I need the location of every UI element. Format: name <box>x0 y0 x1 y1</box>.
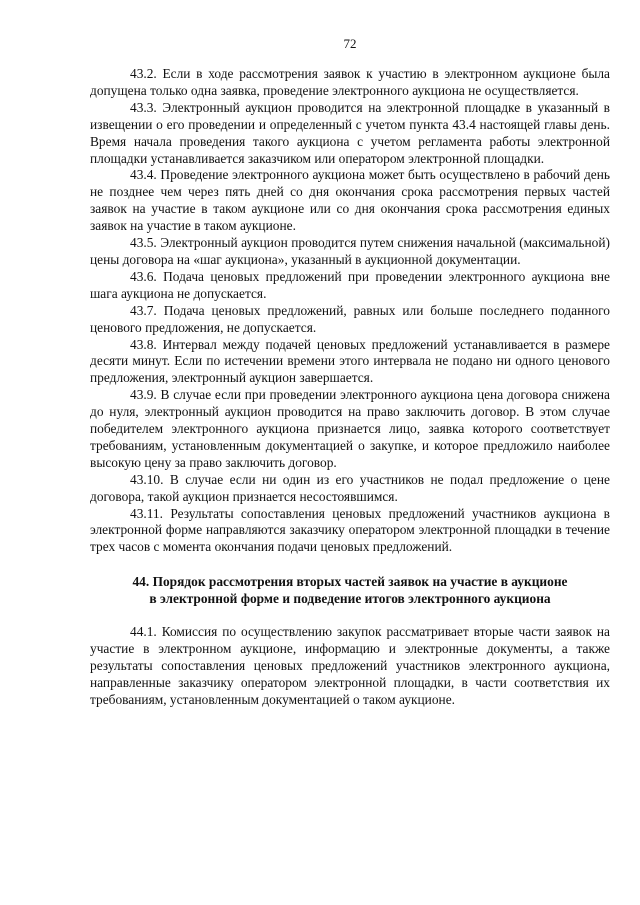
page-number: 72 <box>343 36 357 51</box>
paragraph-43-3: 43.3. Электронный аукцион проводится на электронной площадке в указанный в извещении о его проведении и определенный с учетом пункта 43.4 настоящей главы день. Время начала проведения такого аукциона с учетом регламента работы электронной площадки устанавливается заказчиком или оператором электронной площадки. <box>90 99 610 166</box>
section-44-heading-line2: в электронной форме и подведение итогов электронного аукциона <box>149 591 551 607</box>
section-spacer <box>90 556 610 573</box>
paragraph-43-10: 43.10. В случае если ни один из его участников не подал предложение о цене договора, такой аукцион признается несостоявшимся. <box>90 471 610 504</box>
paragraph-43-2: 43.2. Если в ходе рассмотрения заявок к участию в электронном аукционе была допущена только одна заявка, проведение электронного аукциона не осуществляется. <box>90 66 610 98</box>
heading-spacer <box>90 607 610 624</box>
document-page <box>90 36 610 709</box>
paragraph-43-8: 43.8. Интервал между подачей ценовых предложений устанавливается в размере десяти минут. Если по истечении времени этого интервала не подано ни одного ценового предложения, электронный аукцион завершается. <box>90 336 610 386</box>
paragraph-43-11: 43.11. Результаты сопоставления ценовых предложений участников аукциона в электронной форме направляются заказчику оператором электронной площадки в течение трех часов с момента окончания подачи ценовых предложений. <box>90 505 610 555</box>
paragraph-43-7: 43.7. Подача ценовых предложений, равных или больше последнего поданного ценового предложения, не допускается. <box>90 302 610 335</box>
paragraph-43-4: 43.4. Проведение электронного аукциона может быть осуществлено в рабочий день не позднее чем через пять дней со дня окончания срока рассмотрения первых частей заявок на участие в таком аукционе или со дня окончания срока рассмотрения единых заявок на участие в таком аукционе. <box>90 167 610 234</box>
paragraph-43-9: 43.9. В случае если при проведении электронного аукциона цена договора снижена до нуля, электронный аукцион проводится на право заключить договор. В этом случае победителем электронного аукциона признается лицо, заявка которого соответствует требованиям, установленным документацией о закупке, и которое предложило наиболее высокую цену за право заключить договор. <box>90 387 610 470</box>
paragraph-43-6: 43.6. Подача ценовых предложений при проведении электронного аукциона вне шага аукциона не допускается. <box>90 268 610 301</box>
section-44-heading-line1: 44. Порядок рассмотрения вторых частей заявок на участие в аукционе <box>132 574 568 590</box>
paragraph-44-1: 44.1. Комиссия по осуществлению закупок рассматривает вторые части заявок на участие в электронном аукционе, информацию и электронные документы, а также результаты сопоставления ценовых предложений участников электронного аукциона, направленные заказчику оператором электронной площадки, в части соответствия их требованиям, установленным документацией о таком аукционе. <box>90 624 610 707</box>
paragraph-43-5: 43.5. Электронный аукцион проводится путем снижения начальной (максимальной) цены договора на «шаг аукциона», указанный в аукционной документации. <box>90 235 610 267</box>
section-44-heading <box>90 573 610 607</box>
